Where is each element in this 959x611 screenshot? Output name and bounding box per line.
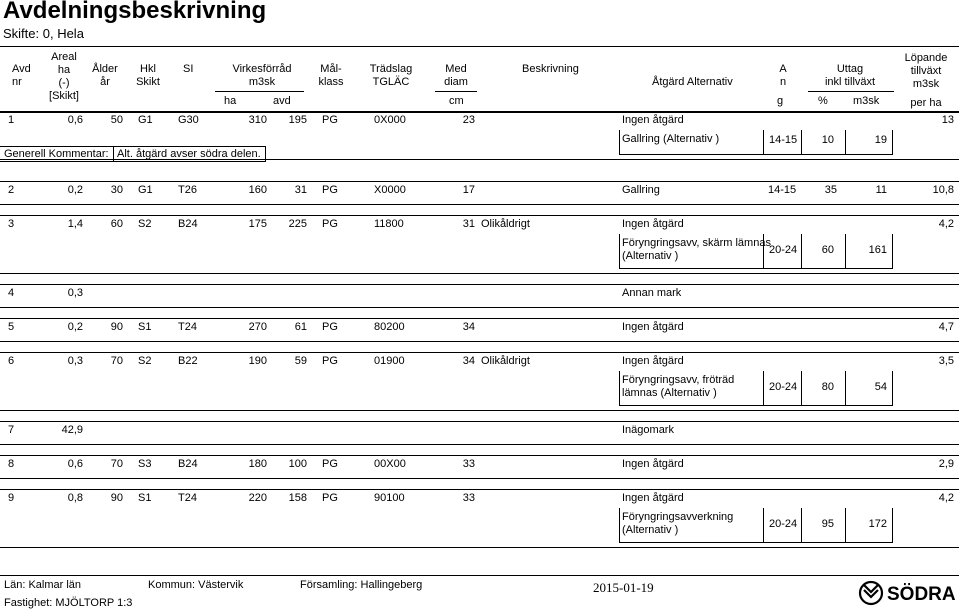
header-tradslag: Trädslag TGLÄC (369, 63, 413, 88)
cell-mal: PG (322, 458, 338, 470)
cell-avd: 59 (294, 355, 307, 367)
cell-avd: 195 (288, 114, 307, 126)
cell-nr: 6 (8, 355, 15, 367)
header-med-diam: Med diam (444, 63, 468, 88)
alt-divider (801, 371, 802, 405)
cell-alder: 50 (110, 114, 123, 126)
header-areal: Areal ha (-) [Skikt] (49, 51, 79, 102)
cell-diam: 23 (462, 114, 475, 126)
cell-diam: 33 (462, 492, 475, 504)
cell-alder: 70 (110, 355, 123, 367)
cell-trad: 0X000 (374, 114, 406, 126)
cell-trad: 01900 (374, 355, 405, 367)
cell-lop: 2,9 (938, 458, 954, 470)
cell-mal: PG (322, 218, 338, 230)
footer-fastighet: Fastighet: MJÖLTORP 1:3 (4, 597, 133, 609)
cell-atgard: Ingen åtgärd (622, 321, 684, 333)
virke-underline (215, 91, 304, 92)
table-row (0, 455, 959, 479)
alternative-row (619, 130, 893, 155)
cell-alder: 70 (110, 458, 123, 470)
header-ang: A n (779, 63, 787, 88)
cell-hkl: S2 (138, 218, 152, 230)
cell-hkl: S2 (138, 355, 152, 367)
cell-trad: 90100 (374, 492, 405, 504)
cell-ang: 14-15 (768, 184, 797, 196)
alt-divider (763, 130, 764, 154)
cell-besk: Olikåldrigt (481, 355, 530, 367)
table-row (0, 181, 959, 205)
cell-ha: 180 (248, 458, 267, 470)
header-virke-avd: avd (273, 95, 291, 107)
cell-diam: 33 (462, 458, 475, 470)
cell-mal: PG (322, 184, 338, 196)
alternative-row (619, 508, 893, 543)
cell-alder: 60 (110, 218, 123, 230)
cell-avd: 61 (294, 321, 307, 333)
header-lopande: Löpande tillväxt m3sk per ha (904, 52, 948, 109)
cell-atgard: Ingen åtgärd (622, 114, 684, 126)
alt-pct: 60 (821, 244, 834, 256)
cell-trad: X0000 (374, 184, 406, 196)
cell-si: B24 (178, 458, 198, 470)
header-uttag-pct: % (818, 95, 828, 107)
cell-ha: 160 (248, 184, 267, 196)
alt-divider (801, 130, 802, 154)
alt-divider (801, 508, 802, 542)
table-row (0, 111, 959, 160)
header-virke-ha: ha (224, 95, 237, 107)
alt-atgard: Föryngringsavverkning (Alternativ ) (622, 511, 734, 536)
cell-si: T24 (178, 492, 197, 504)
alt-divider (845, 508, 846, 542)
cell-trad: 00X00 (374, 458, 406, 470)
cell-hkl: S1 (138, 492, 152, 504)
alternative-row (619, 371, 893, 406)
cell-m3: 11 (875, 184, 887, 196)
cell-areal: 0,8 (67, 492, 83, 504)
cell-nr: 1 (8, 114, 15, 126)
alt-ang: 14-15 (769, 134, 798, 146)
sodra-logo-mark (858, 580, 958, 606)
header-avd: Avd nr (12, 63, 31, 88)
comment-label: Generell Kommentar: (4, 148, 109, 160)
table-header (0, 46, 959, 113)
cell-si: T24 (178, 321, 197, 333)
cell-avd: 158 (288, 492, 307, 504)
header-uttag-m3sk: m3sk (853, 95, 880, 107)
cell-avd: 225 (288, 218, 307, 230)
alt-atgard: Föryngringsavv, skärm lämnas (Alternativ ) (622, 237, 771, 262)
cell-si: T26 (178, 184, 197, 196)
cell-atgard: Ingen åtgärd (622, 492, 684, 504)
header-alder: Ålder år (92, 63, 118, 88)
cell-nr: 5 (8, 321, 15, 333)
cell-nr: 2 (8, 184, 15, 196)
alt-divider (801, 234, 802, 268)
alt-m3sk: 161 (868, 244, 887, 256)
cell-mal: PG (322, 321, 338, 333)
cell-lop: 13 (941, 114, 954, 126)
cell-alder: 90 (110, 321, 123, 333)
alt-divider (763, 371, 764, 405)
alt-m3sk: 19 (874, 134, 887, 146)
cell-areal: 0,6 (67, 458, 83, 470)
cell-pct: 35 (824, 184, 837, 196)
cell-mal: PG (322, 492, 338, 504)
cell-si: B22 (178, 355, 198, 367)
table-row (0, 352, 959, 411)
cell-avd: 100 (288, 458, 307, 470)
cell-trad: 80200 (374, 321, 405, 333)
cell-ha: 220 (248, 492, 267, 504)
cell-areal: 1,4 (67, 218, 83, 230)
cell-atgard: Gallring (622, 184, 660, 196)
cell-mal: PG (322, 114, 338, 126)
sodra-logo (858, 580, 958, 609)
cell-lop: 4,2 (938, 218, 954, 230)
alternative-row (619, 234, 893, 269)
sodra-logo-text: SÖDRA (887, 584, 956, 605)
alt-ang: 20-24 (769, 244, 798, 256)
cell-atgard: Ingen åtgärd (622, 458, 684, 470)
med-underline (435, 91, 477, 92)
cell-lop: 4,2 (938, 492, 954, 504)
header-malklass: Mål- klass (318, 63, 344, 88)
comment-text: Alt. åtgärd avser södra delen. (117, 148, 261, 160)
footer-lan: Län: Kalmar län (4, 579, 82, 591)
alt-atgard: Gallring (Alternativ ) (622, 133, 720, 145)
cell-lop: 3,5 (938, 355, 954, 367)
cell-areal: 0,6 (67, 114, 83, 126)
cell-ha: 175 (248, 218, 267, 230)
page-subtitle: Skifte: 0, Hela (3, 26, 84, 41)
cell-si: B24 (178, 218, 198, 230)
table-row (0, 421, 959, 445)
alt-ang: 20-24 (769, 381, 798, 393)
alt-atgard: Föryngringsavv, fröträd lämnas (Alternativ ) (622, 374, 735, 399)
cell-atgard: Ingen åtgärd (622, 355, 684, 367)
cell-ha: 190 (248, 355, 267, 367)
header-hkl: Hkl Skikt (136, 63, 160, 88)
cell-diam: 34 (462, 321, 475, 333)
cell-hkl: G1 (138, 114, 153, 126)
cell-mal: PG (322, 355, 338, 367)
page-title: Avdelningsbeskrivning (3, 0, 267, 24)
alt-ang: 20-24 (769, 518, 798, 530)
cell-areal: 0,3 (67, 287, 83, 299)
alt-pct: 10 (821, 134, 834, 146)
cell-areal: 0,2 (67, 184, 83, 196)
cell-diam: 31 (462, 218, 475, 230)
cell-nr: 8 (8, 458, 15, 470)
alt-divider (845, 130, 846, 154)
cell-alder: 90 (110, 492, 123, 504)
header-uttag: Uttag inkl tillväxt (824, 63, 876, 88)
table-row (0, 215, 959, 274)
cell-atgard: Inägomark (622, 424, 674, 436)
cell-diam: 17 (462, 184, 475, 196)
cell-lop: 4,7 (938, 321, 954, 333)
cell-ha: 310 (248, 114, 267, 126)
cell-besk: Olikåldrigt (481, 218, 530, 230)
comment-divider (113, 147, 114, 161)
cell-trad: 11800 (374, 218, 404, 230)
footer-date: 2015-01-19 (593, 580, 654, 595)
alt-pct: 95 (821, 518, 834, 530)
cell-lop: 10,8 (932, 184, 954, 196)
table-row (0, 489, 959, 548)
footer-forsamling: Församling: Hallingeberg (300, 579, 423, 591)
table-row (0, 284, 959, 308)
cell-hkl: S1 (138, 321, 152, 333)
cell-hkl: S3 (138, 458, 152, 470)
alt-divider (763, 508, 764, 542)
cell-atgard: Ingen åtgärd (622, 218, 684, 230)
cell-nr: 3 (8, 218, 15, 230)
uttag-underline (808, 91, 894, 92)
cell-diam: 34 (462, 355, 475, 367)
cell-ha: 270 (248, 321, 267, 333)
cell-atgard: Annan mark (622, 287, 682, 299)
cell-areal: 0,2 (67, 321, 83, 333)
footer-kommun: Kommun: Västervik (148, 579, 244, 591)
alt-divider (845, 234, 846, 268)
cell-nr: 7 (8, 424, 15, 436)
cell-alder: 30 (110, 184, 123, 196)
header-cm: cm (449, 95, 464, 107)
alt-m3sk: 172 (868, 518, 887, 530)
cell-avd: 31 (294, 184, 307, 196)
header-atgard-alternativ: Åtgärd Alternativ (652, 76, 733, 88)
header-si: SI (183, 63, 194, 75)
alt-divider (845, 371, 846, 405)
header-beskrivning: Beskrivning (522, 63, 579, 75)
table-row (0, 318, 959, 342)
alt-m3sk: 54 (874, 381, 887, 393)
cell-nr: 4 (8, 287, 15, 299)
footer-divider (0, 575, 959, 576)
cell-si: G30 (178, 114, 199, 126)
alt-pct: 80 (821, 381, 834, 393)
general-comment (0, 146, 266, 162)
cell-areal: 0,3 (67, 355, 83, 367)
header-ang-g: g (777, 95, 784, 107)
cell-nr: 9 (8, 492, 15, 504)
cell-areal: 42,9 (61, 424, 83, 436)
header-virkesforrad: Virkesförråd m3sk (232, 63, 292, 88)
cell-hkl: G1 (138, 184, 153, 196)
